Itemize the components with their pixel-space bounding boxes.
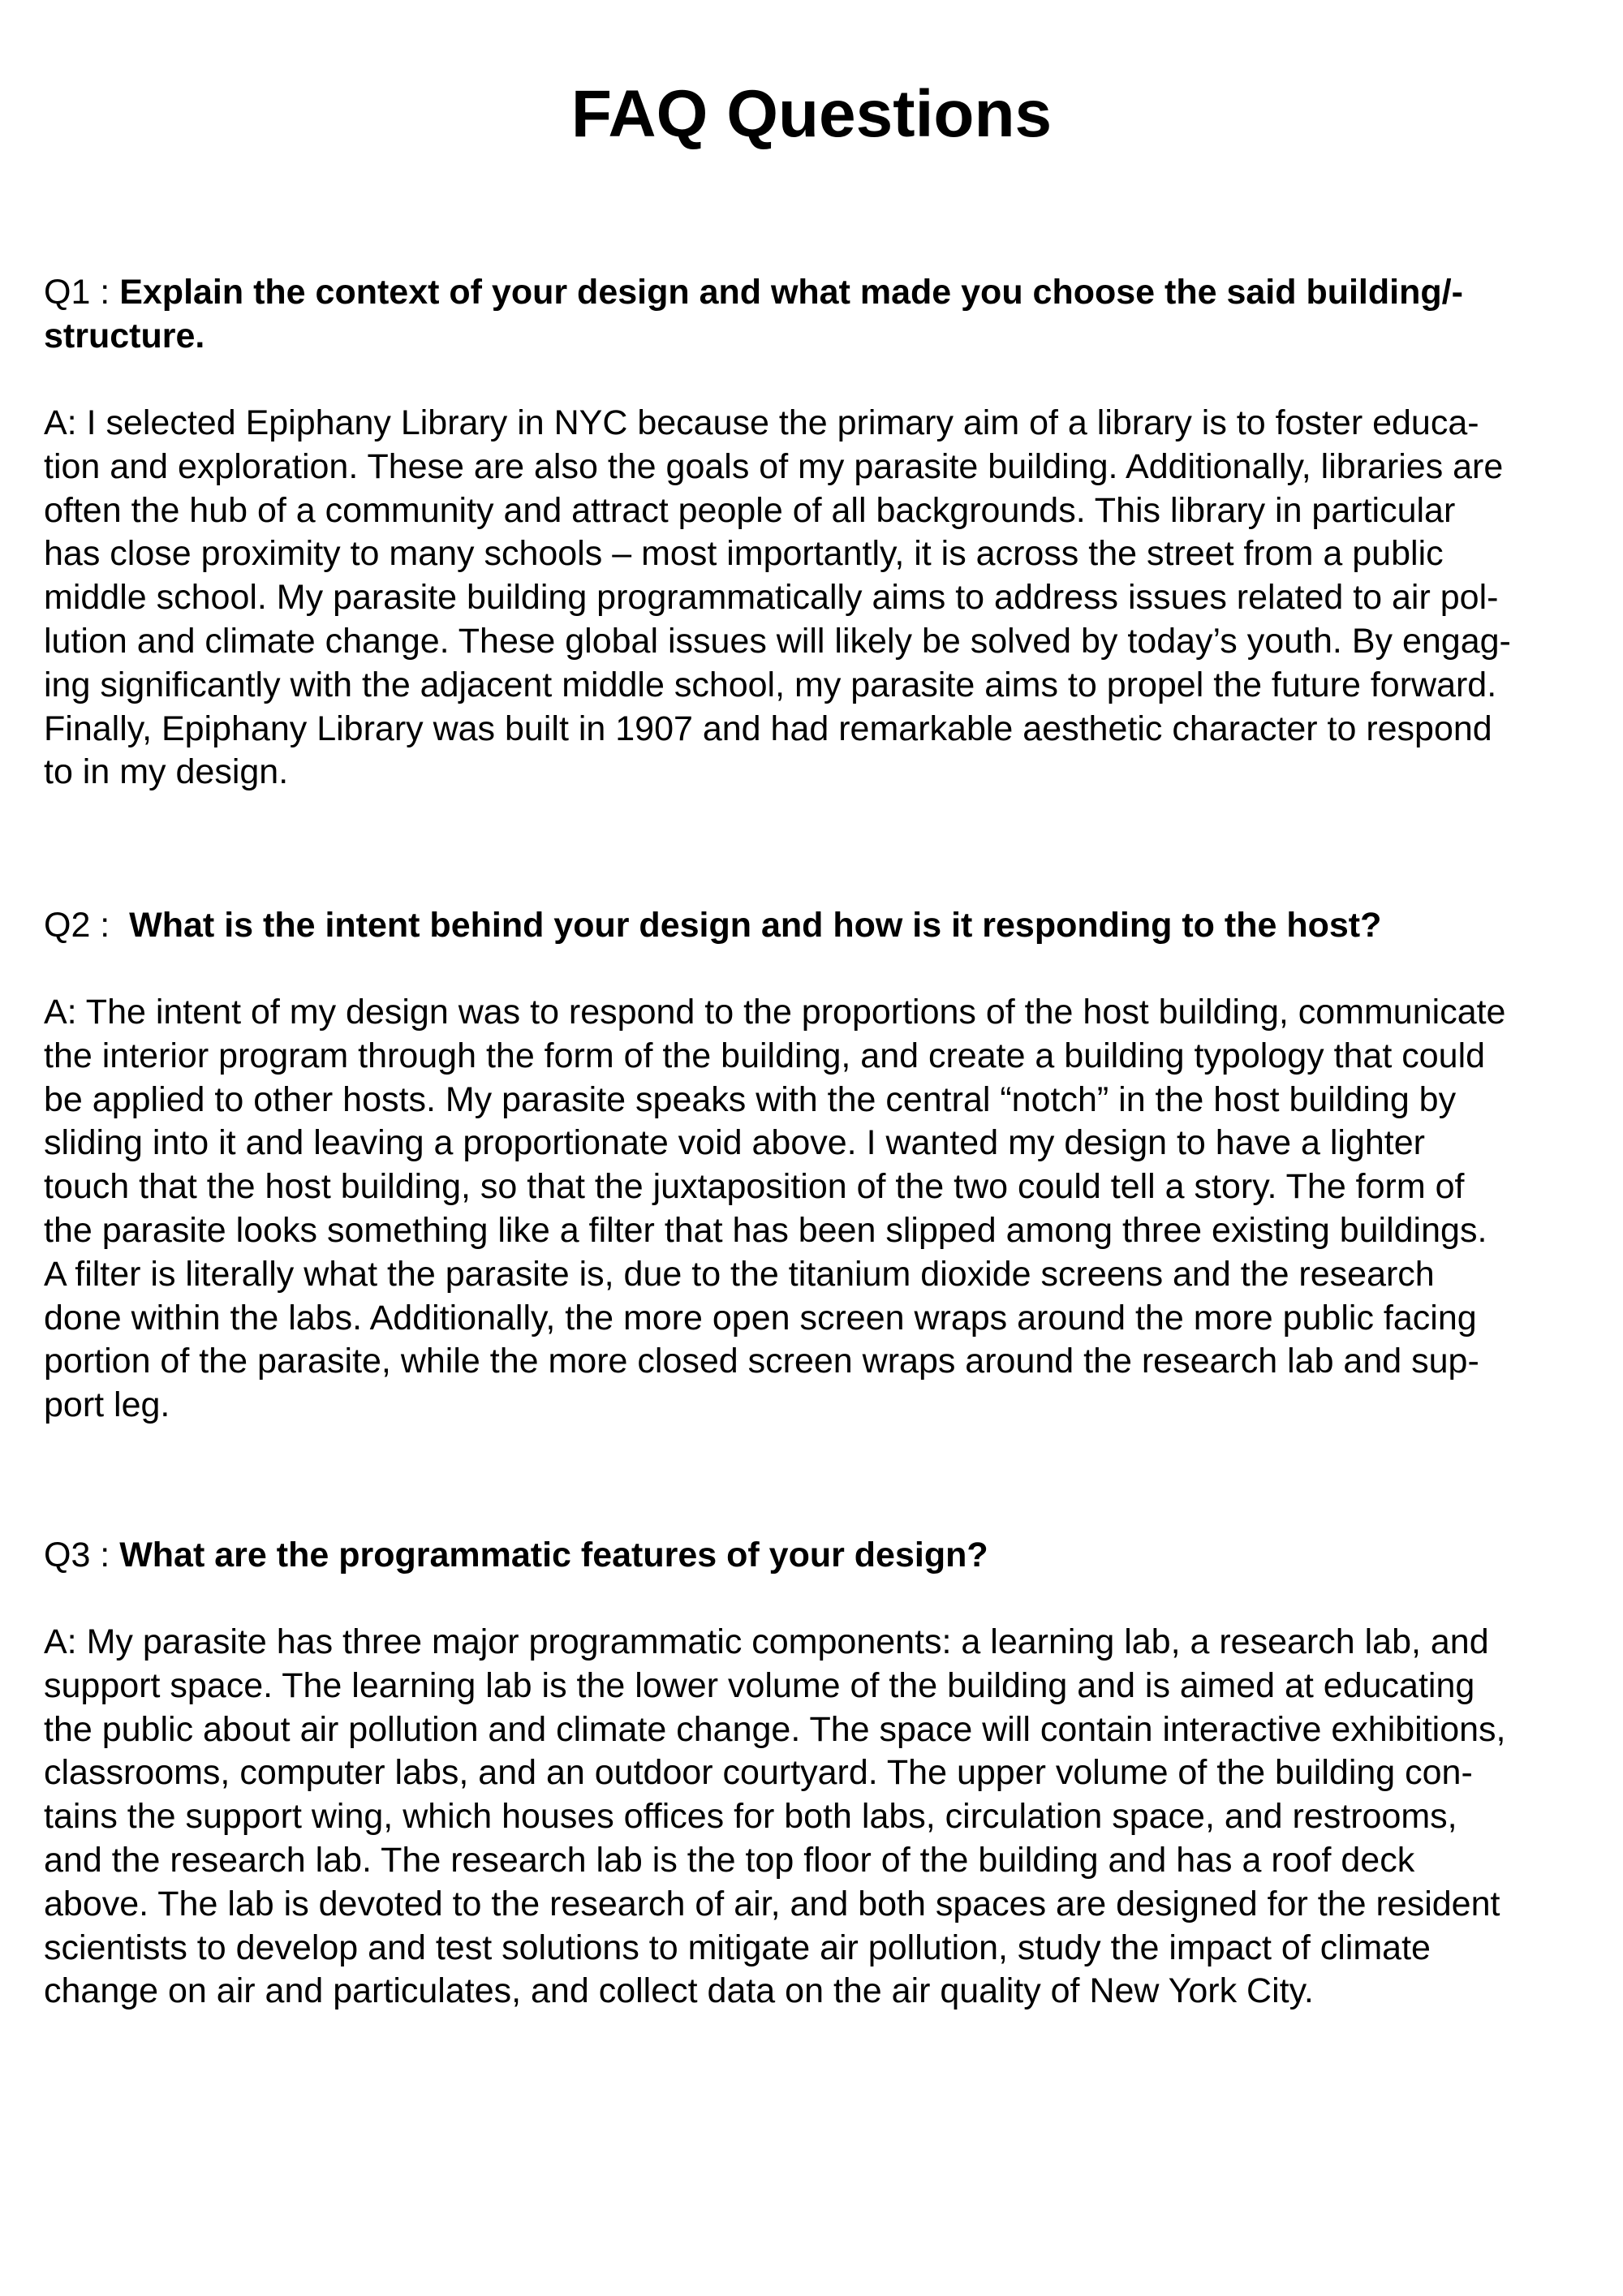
page-title: FAQ Questions [570,77,1053,151]
question-text: structure. [44,317,205,355]
answer-line: above. The lab is devoted to the research of air, and both spaces are designed for the resident [44,1884,1500,1923]
answer-line: touch that the host building, so that the juxtaposition of the two could tell a story. The form of [44,1167,1465,1207]
question-label: Q1 : [44,273,120,312]
answer-line: the interior program through the form of the building, and create a building typology that could [44,1036,1486,1075]
answer-line: tains the support wing, which houses offices for both labs, circulation space, and restrooms, [44,1797,1457,1837]
faq-item-1 [44,270,1579,795]
answer-line: portion of the parasite, while the more closed screen wraps around the research lab and sup- [44,1342,1479,1381]
answer-line: has close proximity to many schools – most importantly, it is across the street from a public [44,534,1444,574]
question-text: What are the programmatic features of your design? [119,1536,988,1574]
answer-line: often the hub of a community and attract people of all backgrounds. This library in particular [44,490,1456,530]
answer-line: done within the labs. Additionally, the more open screen wraps around the more public facing [44,1298,1477,1338]
answer-line: be applied to other hosts. My parasite speaks with the central “notch” in the host building by [44,1079,1457,1119]
faq-item-3 [44,1533,1579,2014]
question-text: Explain the context of your design and what made you choose the said building/- [119,273,1463,312]
question-label: Q2 : [44,906,130,945]
answer-line: Finally, Epiphany Library was built in 1907 and had remarkable aesthetic character to respond [44,709,1492,748]
answer-line: classrooms, computer labs, and an outdoor courtyard. The upper volume of the building con- [44,1753,1473,1793]
question-2 [44,903,1579,947]
answer-line: A: I selected Epiphany Library in NYC because the primary aim of a library is to foster educa- [44,403,1479,442]
answer-line: tion and exploration. These are also the goals of my parasite building. Additionally, libraries are [44,446,1504,486]
answer-line: A: My parasite has three major programmatic components: a learning lab, a research lab, and [44,1622,1489,1661]
question-line [44,1533,1579,1577]
answer-1 [44,402,1579,795]
answer-line: change on air and particulates, and collect data on the air quality of New York City. [44,1971,1314,2011]
answer-line: A: The intent of my design was to respond to the proportions of the host building, communicate [44,993,1506,1032]
question-label: Q3 : [44,1536,120,1574]
answer-line: port leg. [44,1385,170,1425]
question-line [44,903,1579,947]
answer-line: sliding into it and leaving a proportionate void above. I wanted my design to have a lighter [44,1123,1425,1163]
answer-line: scientists to develop and test solutions to mitigate air pollution, study the impact of climate [44,1928,1431,1967]
answer-line: support space. The learning lab is the lower volume of the building and is aimed at educating [44,1665,1475,1705]
question-text: What is the intent behind your design and how is it responding to the host? [129,906,1382,945]
answer-line: to in my design. [44,752,289,792]
question-line [44,270,1579,314]
question-1 [44,270,1579,358]
question-3 [44,1533,1579,1577]
answer-line: middle school. My parasite building programmatically aims to address issues related to air pol- [44,578,1499,618]
answer-line: the public about air pollution and climate change. The space will contain interactive exhibitions, [44,1709,1506,1749]
answer-2 [44,991,1579,1428]
answer-line: lution and climate change. These global issues will likely be solved by today’s youth. By engag- [44,621,1511,661]
answer-line: ing significantly with the adjacent middle school, my parasite aims to propel the future forward. [44,665,1497,704]
faq-item-2 [44,903,1579,1428]
answer-line: A filter is literally what the parasite is, due to the titanium dioxide screens and the research [44,1254,1435,1294]
answer-line: the parasite looks something like a filter that has been slipped among three existing buildings. [44,1210,1487,1250]
answer-3 [44,1621,1579,2014]
answer-line: and the research lab. The research lab is the top floor of the building and has a roof deck [44,1840,1415,1880]
